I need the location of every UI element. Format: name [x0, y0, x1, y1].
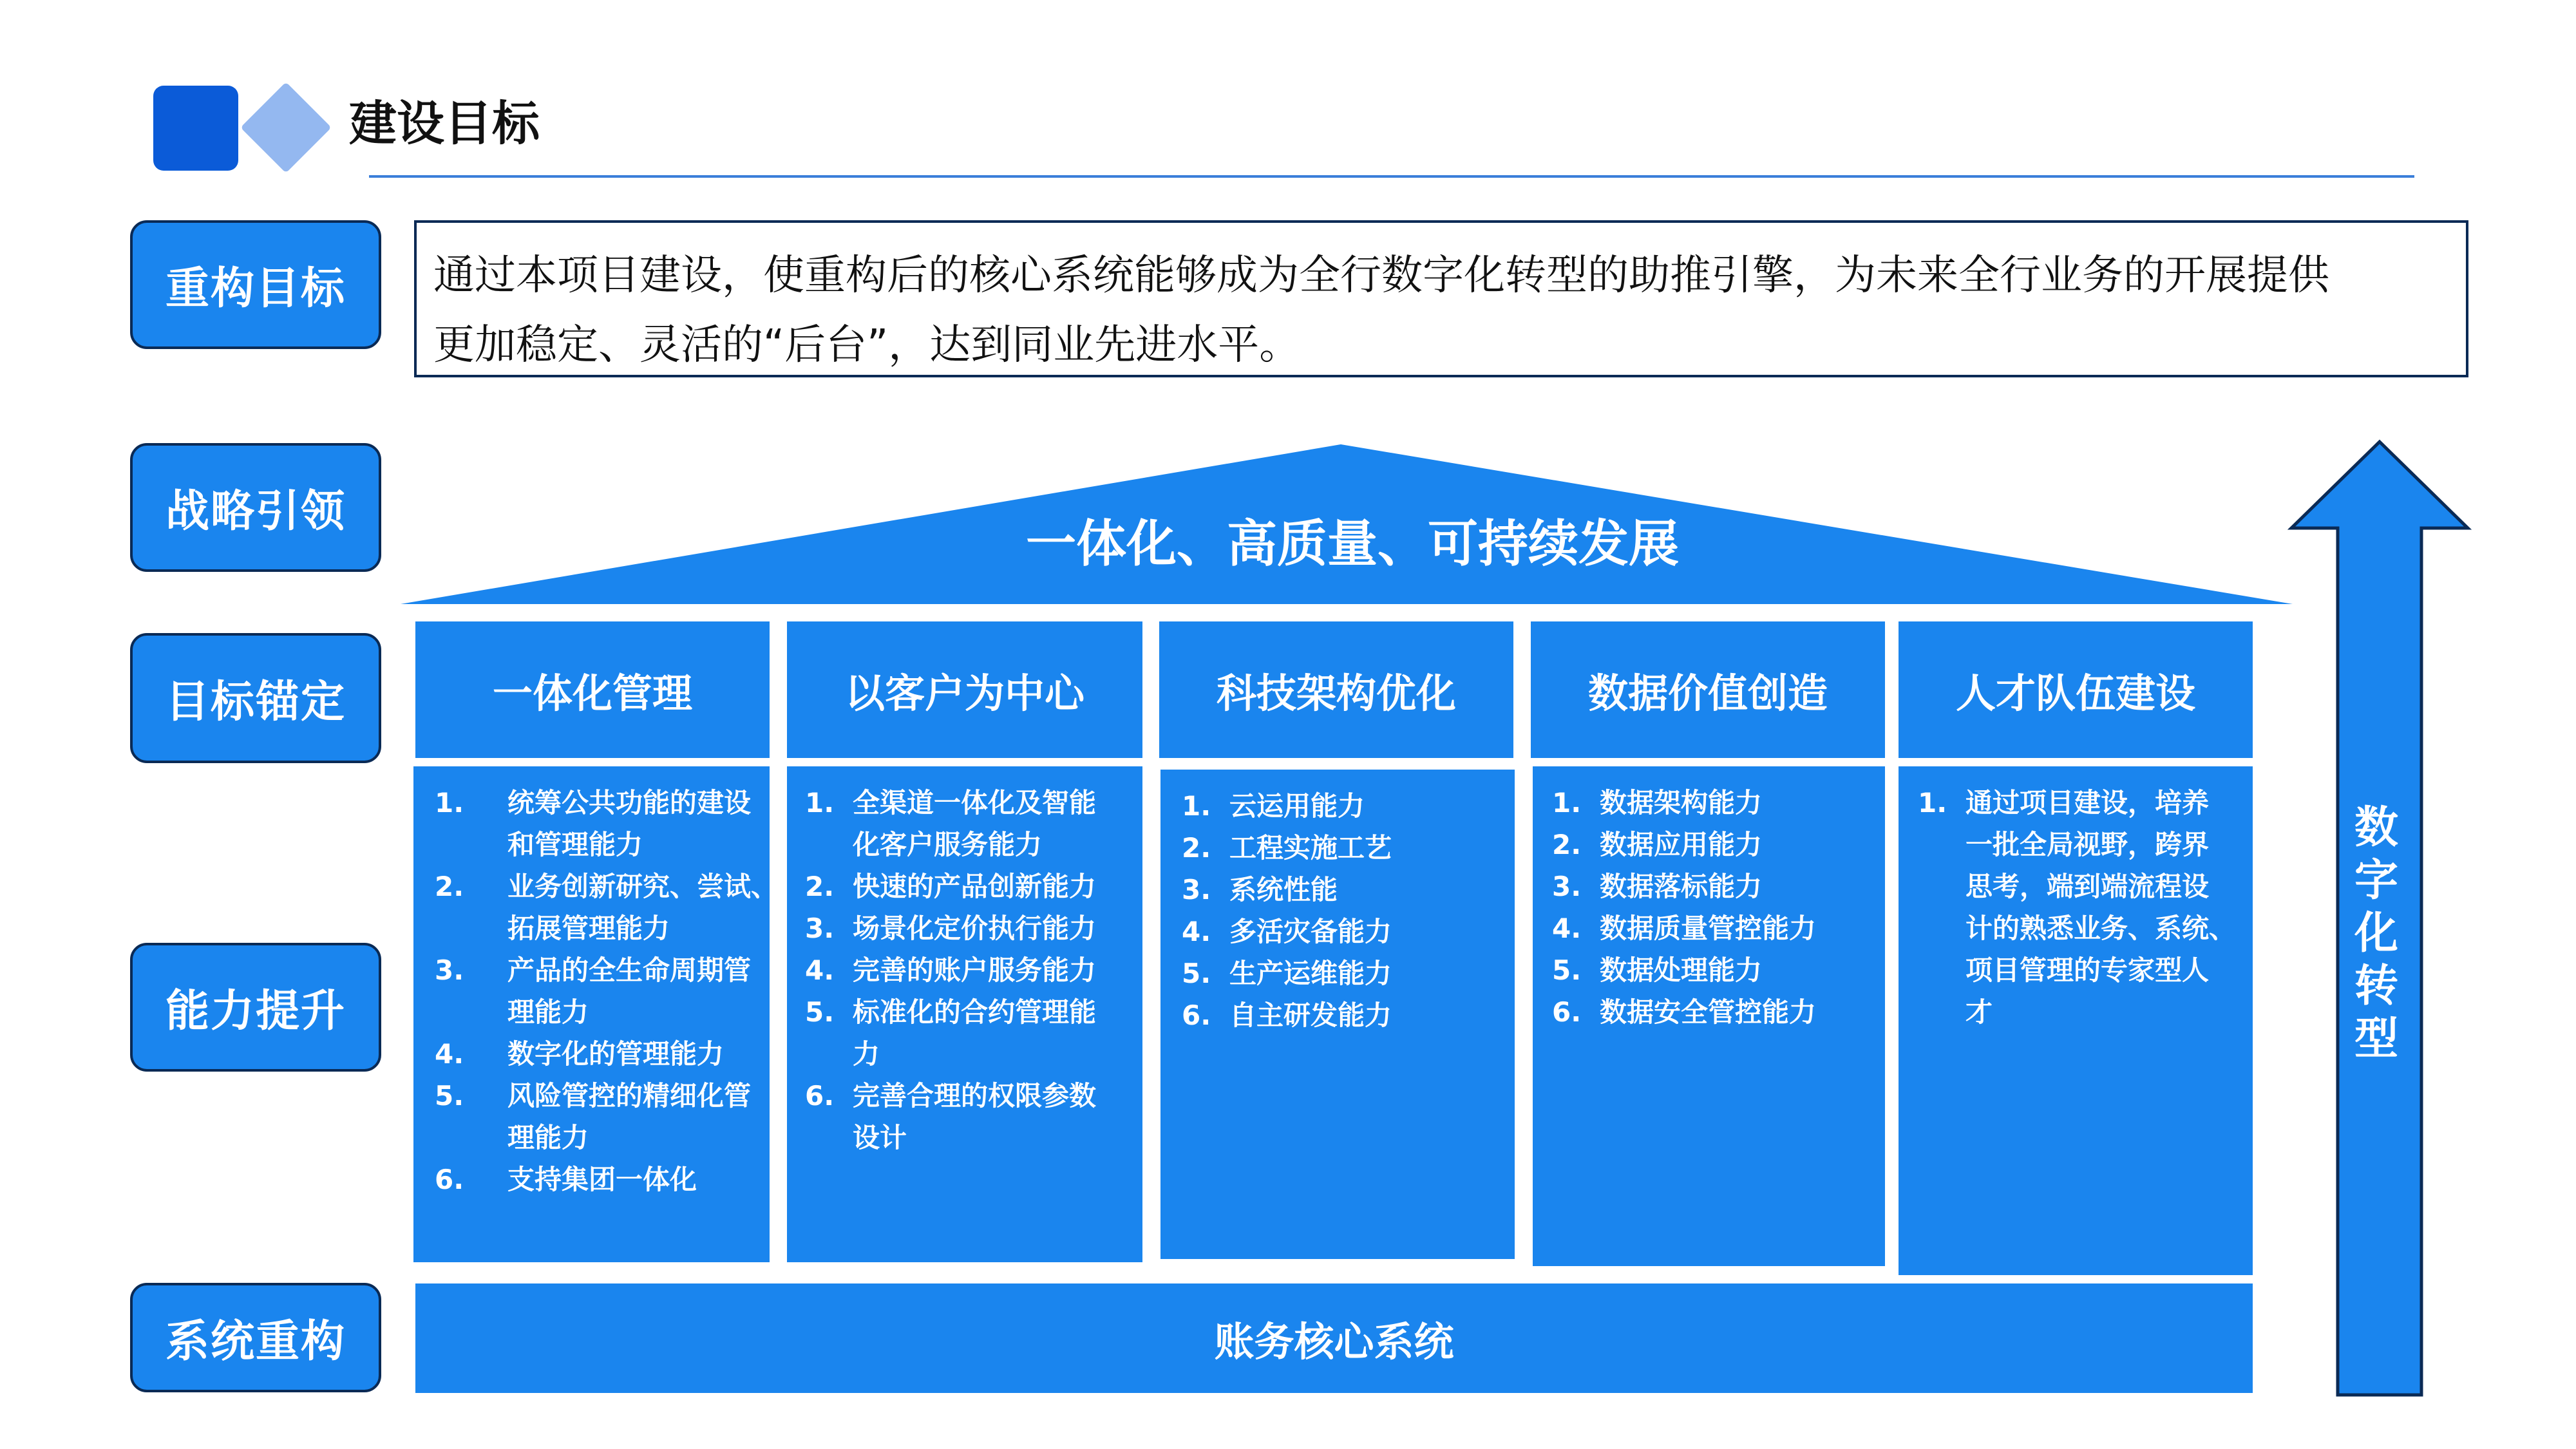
label-capability: 能力提升	[130, 943, 381, 1072]
list-item-text: 数据处理能力	[1600, 954, 1763, 986]
list-item	[1160, 869, 1515, 911]
list-item	[1533, 782, 1885, 824]
list-item-text: 风险管控的精细化管 理能力	[507, 1080, 752, 1153]
list-item-number: 1.	[1918, 787, 1947, 819]
pillar-body-tech	[1160, 770, 1515, 1259]
list-item-number: 2.	[435, 871, 464, 902]
arrow-char: 字	[2354, 855, 2398, 906]
pillar-head-customer: 以客户为中心	[787, 621, 1142, 758]
list-item	[1899, 782, 2253, 1033]
list-item	[787, 907, 1142, 949]
list-item-number: 1.	[1552, 787, 1582, 819]
goal-line-1: 通过本项目建设，使重构后的核心系统能够成为全行数字化转型的助推引擎，为未来全行业务的开展提供	[433, 252, 2329, 299]
pillar-body-data	[1533, 766, 1885, 1266]
arrow-label	[2344, 802, 2409, 1066]
list-item-number: 3.	[805, 913, 835, 944]
list-item-number: 2.	[805, 871, 835, 902]
arrow-char: 数	[2354, 802, 2398, 853]
arrow-char: 型	[2354, 1014, 2398, 1065]
list-item-text: 标准化的合约管理能 力	[853, 996, 1097, 1070]
list-item-text: 数据质量管控能力	[1600, 913, 1817, 944]
label-rebuild-goal: 重构目标	[130, 220, 381, 349]
list-item	[787, 991, 1142, 1075]
list-item-text: 自主研发能力	[1229, 999, 1392, 1031]
list-item-number: 6.	[805, 1080, 835, 1112]
list-item	[1533, 866, 1885, 907]
list-item-text: 全渠道一体化及智能 化客户服务能力	[853, 787, 1097, 860]
list-item-text: 数据落标能力	[1600, 871, 1763, 902]
pillar-head-integration: 一体化管理	[415, 621, 770, 758]
pillar-head-data: 数据价值创造	[1531, 621, 1885, 758]
list-item-text: 数据安全管控能力	[1600, 996, 1817, 1028]
base-core-system: 账务核心系统	[415, 1283, 2253, 1393]
list-item	[413, 1159, 770, 1200]
label-target-anchor: 目标锚定	[130, 633, 381, 763]
list-item	[413, 1075, 770, 1159]
list-item-text: 快速的产品创新能力	[853, 871, 1097, 902]
list-item	[413, 1033, 770, 1075]
list-item-number: 6.	[1182, 999, 1211, 1031]
list-item-number: 5.	[1552, 954, 1582, 986]
list-item	[1160, 994, 1515, 1036]
list-item-text: 工程实施工艺	[1229, 832, 1392, 864]
list-item-number: 1.	[805, 787, 835, 819]
list-item	[413, 782, 770, 866]
list-item-text: 场景化定价执行能力	[853, 913, 1097, 944]
list-item-text: 通过项目建设，培养 一批全局视野，跨界 思考，端到端流程设 计的熟悉业务、系统、 项目管理的专家型人 才	[1965, 787, 2237, 1028]
list-item	[787, 782, 1142, 866]
list-item	[1533, 907, 1885, 949]
list-item	[1160, 952, 1515, 994]
list-item	[1533, 991, 1885, 1033]
list-item	[1160, 785, 1515, 827]
list-item-text: 云运用能力	[1229, 790, 1365, 822]
list-item-number: 2.	[1182, 832, 1211, 864]
list-item-text: 数据架构能力	[1600, 787, 1763, 819]
list-item-text: 生产运维能力	[1229, 958, 1392, 989]
pillar-body-customer	[787, 766, 1142, 1262]
goal-line-2: 更加稳定、灵活的“后台”，达到同业先进水平。	[433, 321, 1301, 369]
list-item-number: 4.	[805, 954, 835, 986]
arrow-char: 化	[2354, 908, 2398, 959]
list-item-text: 业务创新研究、尝试、 拓展管理能力	[507, 871, 779, 944]
roof-title: 一体化、高质量、可持续发展	[1025, 515, 1679, 573]
list-item-number: 3.	[1182, 874, 1211, 905]
list-item-text: 统筹公共功能的建设 和管理能力	[507, 787, 752, 860]
list-item-text: 产品的全生命周期管 理能力	[507, 954, 752, 1028]
list-item-number: 5.	[435, 1080, 464, 1112]
list-item-number: 1.	[435, 787, 464, 819]
pillar-body-integration	[413, 766, 779, 1262]
list-item-number: 6.	[1552, 996, 1582, 1028]
list-item	[413, 949, 770, 1033]
list-item-text: 系统性能	[1229, 874, 1338, 905]
list-item-text: 支持集团一体化	[507, 1164, 697, 1195]
list-item-number: 5.	[1182, 958, 1211, 989]
pillar-body-talent	[1899, 766, 2253, 1275]
list-item	[413, 866, 779, 949]
list-item-number: 4.	[1182, 916, 1211, 947]
list-item-text: 完善合理的权限参数 设计	[853, 1080, 1097, 1153]
list-item-number: 1.	[1182, 790, 1211, 822]
list-item-text: 数据应用能力	[1600, 829, 1763, 860]
list-item-number: 3.	[1552, 871, 1582, 902]
list-item	[1160, 827, 1515, 869]
page-title: 建设目标	[349, 96, 540, 151]
list-item-text: 完善的账户服务能力	[853, 954, 1097, 986]
list-item-number: 6.	[435, 1164, 464, 1195]
list-item-text: 多活灾备能力	[1229, 916, 1392, 947]
list-item-number: 4.	[435, 1038, 464, 1070]
list-item-number: 5.	[805, 996, 835, 1028]
label-strategy: 战略引领	[130, 443, 381, 572]
list-item	[787, 866, 1142, 907]
list-item	[1160, 911, 1515, 952]
pillar-head-tech: 科技架构优化	[1159, 621, 1513, 758]
list-item	[787, 1075, 1142, 1159]
list-item-number: 2.	[1552, 829, 1582, 860]
list-item	[1533, 824, 1885, 866]
list-item-text: 数字化的管理能力	[507, 1038, 724, 1070]
list-item	[787, 949, 1142, 991]
list-item-number: 3.	[435, 954, 464, 986]
label-system-rebuild: 系统重构	[130, 1283, 381, 1392]
list-item	[1533, 949, 1885, 991]
arrow-char: 转	[2354, 961, 2398, 1012]
pillar-head-talent: 人才队伍建设	[1899, 621, 2253, 758]
list-item-number: 4.	[1552, 913, 1582, 944]
